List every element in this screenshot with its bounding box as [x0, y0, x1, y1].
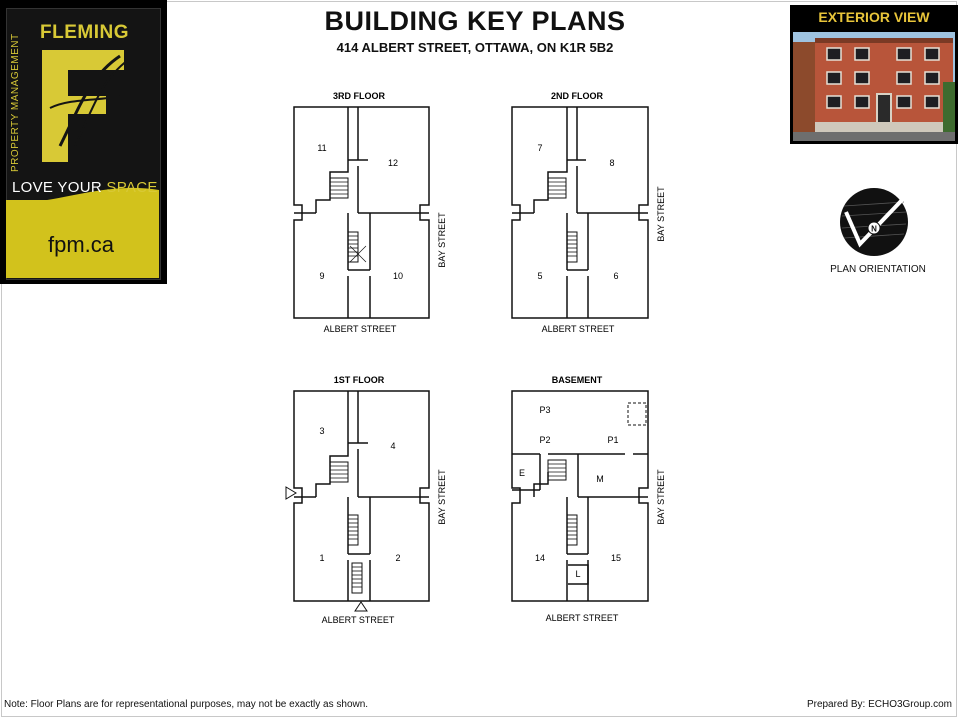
unit-label: M: [596, 474, 604, 484]
floor-title: 3RD FLOOR: [332, 91, 386, 101]
plan-basement[interactable]: [512, 375, 666, 623]
unit-label: P3: [539, 405, 551, 415]
unit-label: 10: [392, 271, 404, 281]
floor-title: 1ST FLOOR: [333, 375, 385, 385]
prepared-by-credit: Prepared By: ECHO3Group.com: [806, 699, 952, 710]
unit-label: 15: [610, 553, 622, 563]
plan-2nd-floor[interactable]: [512, 91, 666, 334]
unit-label: P2: [539, 435, 551, 445]
unit-label: 4: [390, 441, 396, 451]
street-label: ALBERT STREET: [321, 615, 395, 625]
north-label: N: [871, 224, 877, 234]
unit-label: 3: [319, 426, 325, 436]
unit-label: 8: [609, 158, 615, 168]
unit-label: 1: [319, 553, 325, 563]
disclaimer-note: Note: Floor Plans are for representational purposes, may not be exactly as shown.: [4, 699, 369, 710]
unit-label: L: [575, 569, 581, 579]
page-title: BUILDING KEY PLANS: [324, 6, 626, 36]
unit-label: E: [518, 468, 526, 478]
floor-title: 2ND FLOOR: [550, 91, 604, 101]
plan-3rd-floor[interactable]: [294, 91, 447, 334]
street-label: ALBERT STREET: [323, 324, 397, 334]
unit-label: 7: [537, 143, 543, 153]
logo-url-link[interactable]: fpm.ca: [48, 232, 115, 257]
plan-orientation-label: PLAN ORIENTATION: [830, 264, 926, 275]
building-address: 414 ALBERT STREET, OTTAWA, ON K1R 5B2: [336, 40, 614, 55]
unit-label: 6: [613, 271, 619, 281]
street-label: BAY STREET: [656, 186, 666, 242]
street-label: BAY STREET: [656, 469, 666, 525]
street-label: ALBERT STREET: [545, 613, 619, 623]
unit-label: 12: [387, 158, 399, 168]
tagline-accent: SPACE: [106, 179, 158, 196]
unit-label: 14: [534, 553, 546, 563]
plan-1st-floor[interactable]: [286, 375, 447, 625]
unit-label: 2: [395, 553, 401, 563]
entrance-arrow-icon: [355, 602, 367, 611]
street-label: BAY STREET: [437, 469, 447, 525]
unit-label: 11: [317, 143, 327, 153]
floor-title: BASEMENT: [551, 375, 603, 385]
unit-label: 5: [537, 271, 543, 281]
unit-label: P1: [607, 435, 619, 445]
street-label: BAY STREET: [437, 212, 447, 268]
logo-brand: FLEMING: [40, 22, 129, 43]
tagline-main: LOVE YOUR: [12, 179, 107, 196]
exterior-view-label: EXTERIOR VIEW: [818, 9, 930, 25]
logo-subtitle: PROPERTY MANAGEMENT: [10, 33, 21, 172]
unit-label: 9: [319, 271, 325, 281]
street-label: ALBERT STREET: [541, 324, 615, 334]
